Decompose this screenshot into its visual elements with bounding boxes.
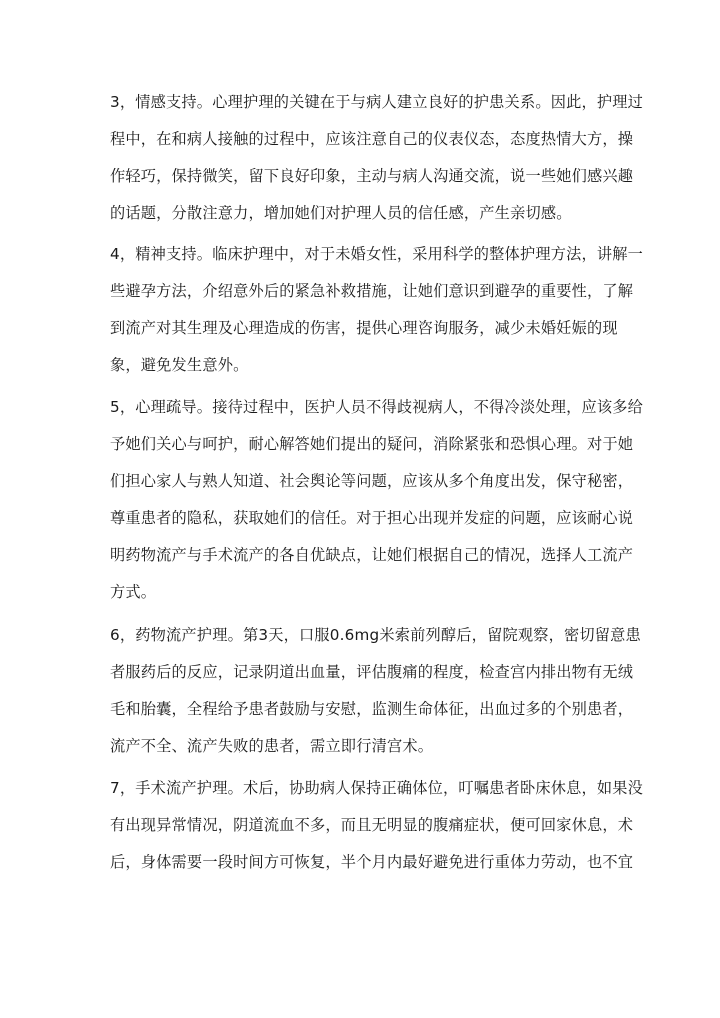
paragraph-3-line-5: 明药物流产与手术流产的各自优缺点，让她们根据自己的情况，选择人工流产	[110, 546, 634, 564]
paragraph-1-line-2: 程中，在和病人接触的过程中，应该注意自己的仪表仪态，态度热情大方，操	[110, 130, 634, 148]
paragraph-1-line-4: 的话题，分散注意力，增加她们对护理人员的信任感，产生亲切感。	[110, 204, 572, 222]
paragraph-4-line-1: 6，药物流产护理。第3天，口服0.6mg米索前列醇后，留院观察，密切留意患	[110, 626, 641, 644]
paragraph-3-line-4: 尊重患者的隐私，获取她们的信任。对于担心出现并发症的问题，应该耐心说	[110, 509, 634, 527]
paragraph-2-line-1: 4，精神支持。临床护理中，对于未婚女性，采用科学的整体护理方法，讲解一	[110, 245, 644, 263]
paragraph-3-line-6: 方式。	[110, 583, 157, 601]
paragraph-2-line-3: 到流产对其生理及心理造成的伤害，提供心理咨询服务，减少未婚妊娠的现	[110, 319, 618, 337]
paragraph-2-line-2: 些避孕方法，介绍意外后的紧急补救措施，让她们意识到避孕的重要性，了解	[110, 282, 634, 300]
paragraph-3-line-3: 们担心家人与熟人知道、社会舆论等问题，应该从多个角度出发，保守秘密，	[110, 472, 634, 490]
paragraph-1-line-1: 3，情感支持。心理护理的关键在于与病人建立良好的护患关系。因此，护理过	[110, 93, 644, 111]
paragraph-4-line-2: 者服药后的反应，记录阴道出血量，评估腹痛的程度，检查宫内排出物有无绒	[110, 663, 634, 681]
paragraph-4-line-4: 流产不全、流产失败的患者，需立即行清宫术。	[110, 737, 434, 755]
paragraph-5-line-2: 有出现异常情况，阴道流血不多，而且无明显的腹痛症状，便可回家休息，术	[110, 816, 634, 834]
paragraph-5-line-3: 后，身体需要一段时间方可恢复，半个月内最好避免进行重体力劳动，也不宜	[110, 853, 634, 871]
paragraph-1-line-3: 作轻巧，保持微笑，留下良好印象，主动与病人沟通交流，说一些她们感兴趣	[110, 167, 634, 185]
paragraph-4-line-3: 毛和胎囊，全程给予患者鼓励与安慰，监测生命体征，出血过多的个别患者，	[110, 700, 634, 718]
paragraph-5-line-1: 7，手术流产护理。术后，协助病人保持正确体位，叮嘱患者卧床休息，如果没	[110, 779, 644, 797]
paragraph-3-line-2: 予她们关心与呵护，耐心解答她们提出的疑问，消除紧张和恐惧心理。对于她	[110, 435, 634, 453]
paragraph-3-line-1: 5，心理疏导。接待过程中，医护人员不得歧视病人，不得冷淡处理，应该多给	[110, 398, 644, 416]
paragraph-2-line-4: 象，避免发生意外。	[110, 356, 249, 374]
